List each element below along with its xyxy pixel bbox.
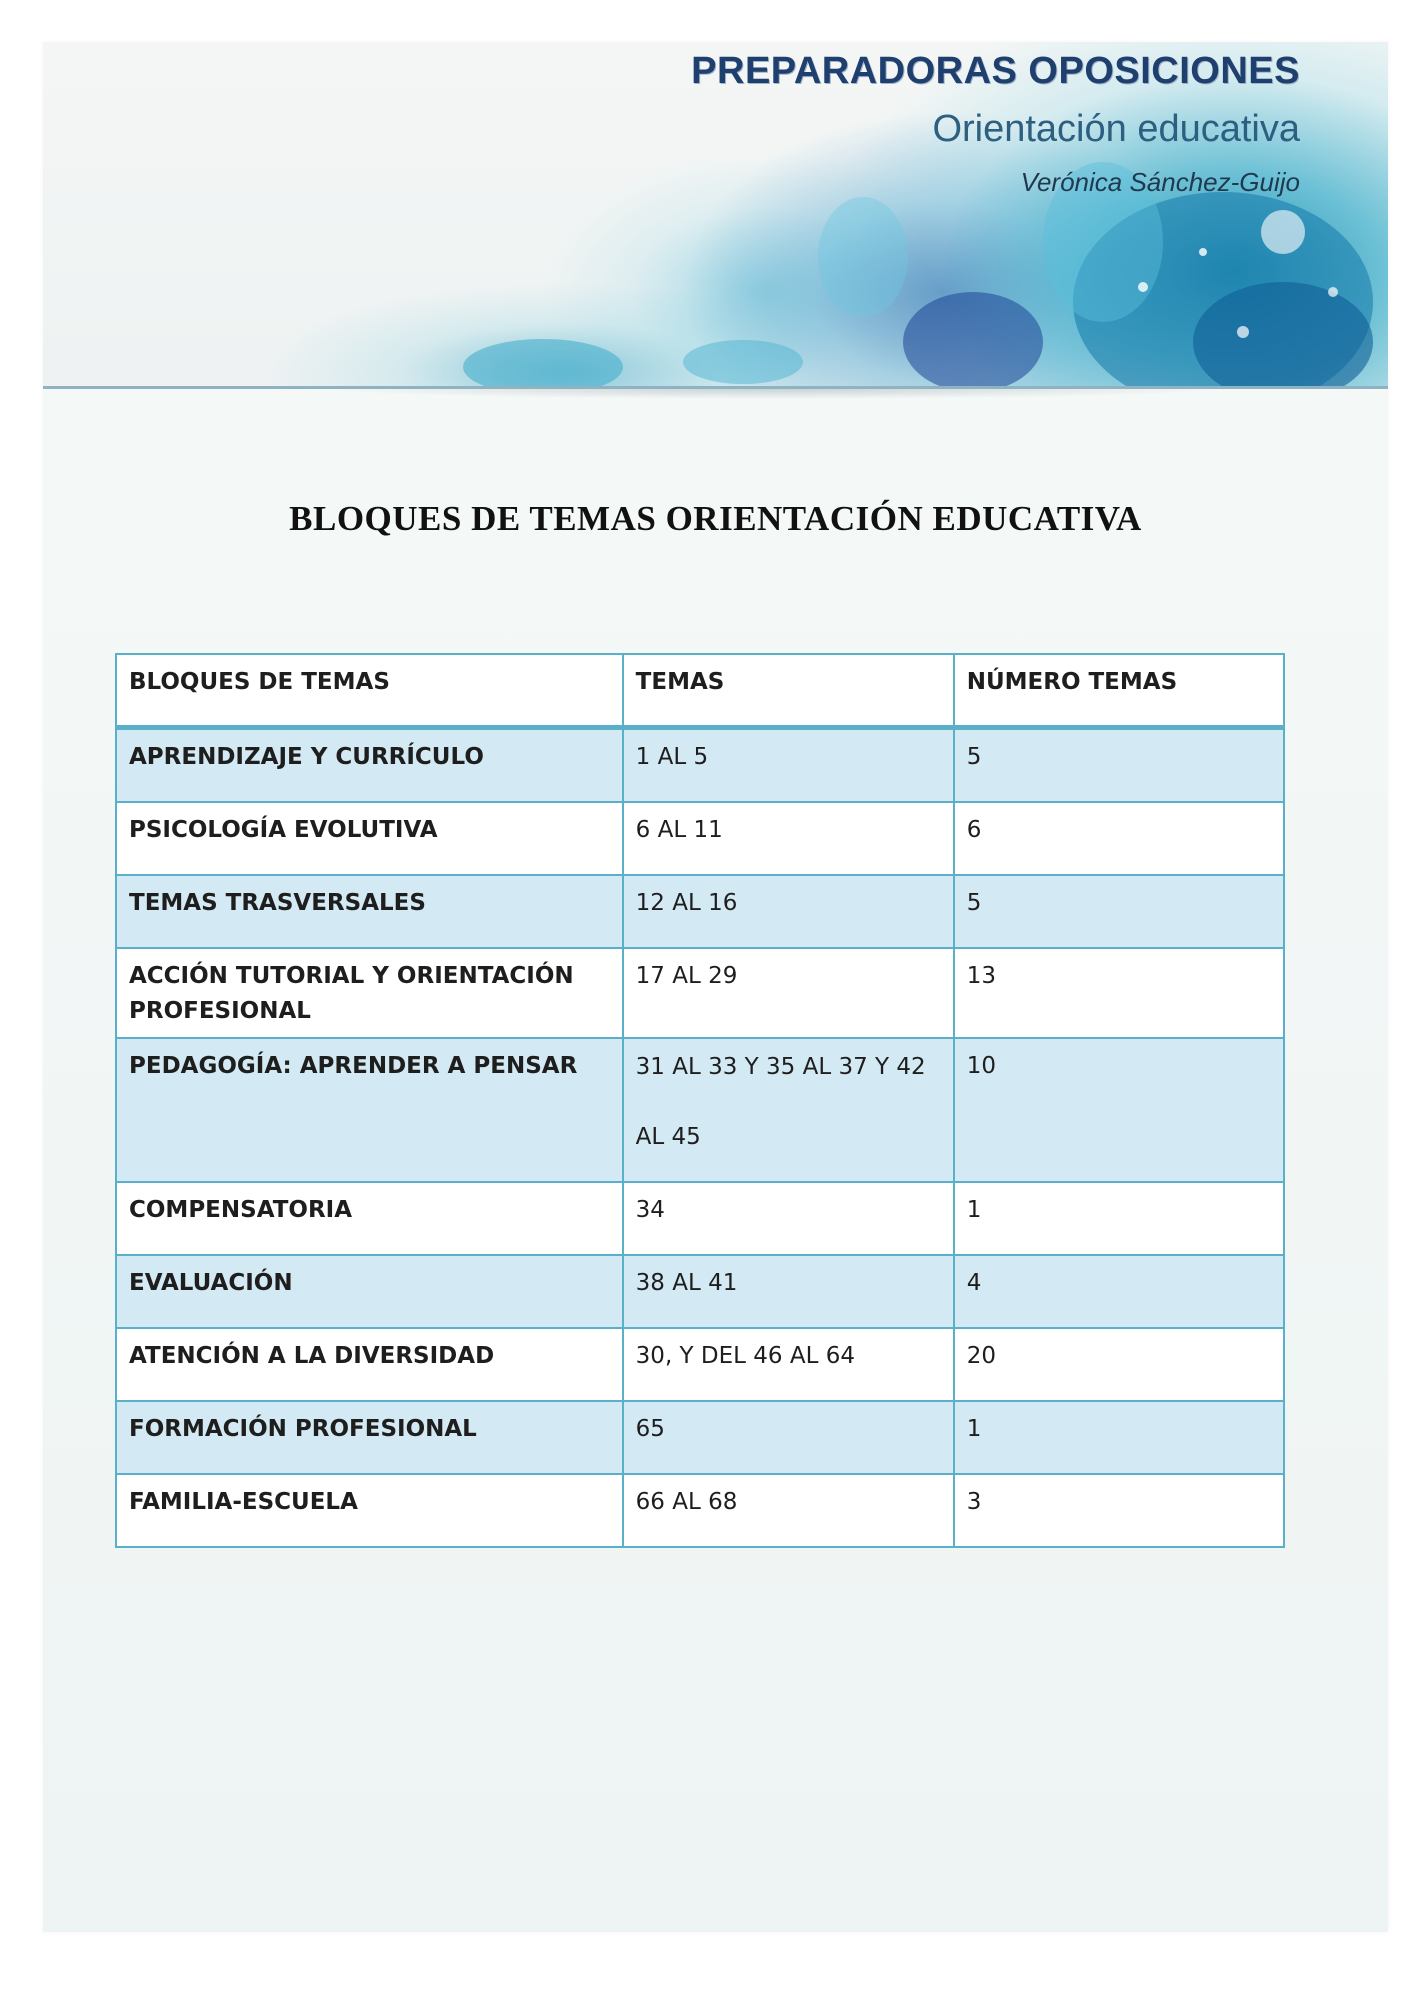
cell-numero: 6 <box>954 802 1284 875</box>
cell-temas: 6 AL 11 <box>623 802 954 875</box>
cell-temas <box>623 1038 954 1182</box>
cell-temas: 12 AL 16 <box>623 875 954 948</box>
cell-bloque: TEMAS TRASVERSALES <box>116 875 623 948</box>
brand-subtitle: Orientación educativa <box>932 108 1300 150</box>
cell-temas: 38 AL 41 <box>623 1255 954 1328</box>
header-banner <box>43 42 1388 387</box>
cell-bloque: FORMACIÓN PROFESIONAL <box>116 1401 623 1474</box>
table-row <box>116 1182 1284 1255</box>
cell-temas: 65 <box>623 1401 954 1474</box>
cell-temas: 66 AL 68 <box>623 1474 954 1547</box>
document-title: BLOQUES DE TEMAS ORIENTACIÓN EDUCATIVA <box>289 499 1142 538</box>
cell-temas: 30, Y DEL 46 AL 64 <box>623 1328 954 1401</box>
table-row <box>116 802 1284 875</box>
cell-numero: 3 <box>954 1474 1284 1547</box>
table-row <box>116 1038 1284 1182</box>
topics-table <box>115 653 1285 1548</box>
table-row <box>116 1401 1284 1474</box>
cell-bloque: ATENCIÓN A LA DIVERSIDAD <box>116 1328 623 1401</box>
cell-bloque: PSICOLOGÍA EVOLUTIVA <box>116 802 623 875</box>
table-row <box>116 1328 1284 1401</box>
cell-temas: 17 AL 29 <box>623 948 954 1038</box>
cell-numero: 4 <box>954 1255 1284 1328</box>
cell-bloque: FAMILIA-ESCUELA <box>116 1474 623 1547</box>
cell-numero: 1 <box>954 1182 1284 1255</box>
cell-bloque: ACCIÓN TUTORIAL Y ORIENTACIÓN PROFESIONAL <box>116 948 623 1038</box>
table-header-row <box>116 654 1284 728</box>
cell-numero: 20 <box>954 1328 1284 1401</box>
table-row <box>116 875 1284 948</box>
cell-temas-text: 31 AL 33 Y 35 AL 37 Y 42 AL 45 <box>635 1054 926 1150</box>
brand-title: PREPARADORAS OPOSICIONES <box>691 50 1300 92</box>
cell-numero: 10 <box>954 1038 1284 1182</box>
cell-numero: 1 <box>954 1401 1284 1474</box>
cell-numero: 13 <box>954 948 1284 1038</box>
banner-shadow <box>323 389 1223 407</box>
cell-bloque: APRENDIZAJE Y CURRÍCULO <box>116 728 623 803</box>
column-header-numero: NÚMERO TEMAS <box>954 654 1284 728</box>
table-row <box>116 1474 1284 1547</box>
cell-numero: 5 <box>954 728 1284 803</box>
cell-bloque: COMPENSATORIA <box>116 1182 623 1255</box>
author-name: Verónica Sánchez-Guijo <box>1020 167 1300 197</box>
column-header-bloques: BLOQUES DE TEMAS <box>116 654 623 728</box>
table-row <box>116 1255 1284 1328</box>
watercolor-splash-graphic <box>43 42 1388 387</box>
cell-numero: 5 <box>954 875 1284 948</box>
cell-bloque: PEDAGOGÍA: APRENDER A PENSAR <box>116 1038 623 1182</box>
document-page <box>43 42 1388 1932</box>
table-row <box>116 948 1284 1038</box>
cell-bloque: EVALUACIÓN <box>116 1255 623 1328</box>
table-row <box>116 728 1284 803</box>
cell-temas: 34 <box>623 1182 954 1255</box>
column-header-temas: TEMAS <box>623 654 954 728</box>
cell-temas: 1 AL 5 <box>623 728 954 803</box>
